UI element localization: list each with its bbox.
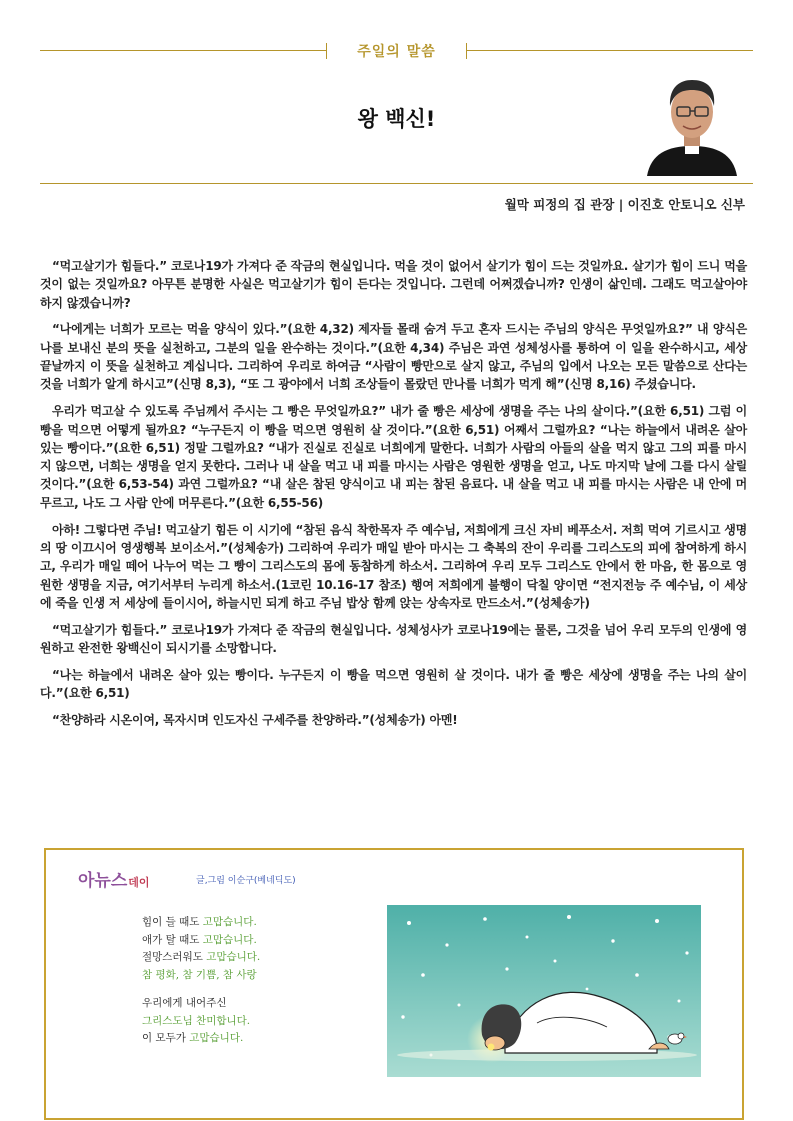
poem-line: 그리스도님 찬미합니다.: [142, 1014, 251, 1027]
paragraph: “먹고살기가 힘들다.” 코로나19가 가져다 준 작금의 현실입니다. 성체성사가 코로나19에는 물론, 그것을 넘어 우리 모두의 인생에 영원하고 완전한 왕백신이 되시기를 소망합니다.: [40, 622, 747, 656]
paragraph: “나는 하늘에서 내려온 살아 있는 빵이다. 누구든지 이 빵을 먹으면 영원히 살 것이다. 내가 줄 빵은 세상에 생명을 주는 나의 살이다.”(요한 6,51): [40, 667, 747, 701]
article-body: [40, 257, 747, 738]
panel-brand: [78, 866, 150, 891]
paragraph: 아하! 그렇다면 주님! 먹고살기 힘든 이 시기에 “참된 음식 착한목자 주 예수님, 저희에게 크신 자비 베푸소서. 저희 먹여 기르시고 생명의 땅 이끄시어 영생행복 보이소서.”(성체송가) 그리하여 우리가 매일 받아 마시는 그 축복의 잔이 우리를 그리스도의 피에 참여하게 하시고, 우리가 매일 떼어 나누어 먹는 그 빵이 그리스도의 몸에 동참하게 하소서. 그리하여 우리 모두 그리스도 안에서 한 마음, 한 몸으로 영원한 생명을 지금, 여기서부터 누리게 하소서.(1코린 10.16-17 참조) 행여 저희에게 불행이 닥칠 양이면 “전지전능 주 예수님, 이 세상에 죽을 인생 저 세상에 들이시어, 하늘시민 되게 하고 주님 밥상 함께 앉는 상속자로 만드소서.”(성체송가): [40, 522, 747, 610]
cartoon-panel: [44, 848, 744, 1120]
poem: [142, 914, 260, 1048]
brand-main: 아뉴스: [78, 871, 128, 891]
page-title: 왕 백신!: [357, 107, 436, 131]
paragraph: “먹고살기가 힘들다.” 코로나19가 가져다 준 작금의 현실입니다. 먹을 것이 없어서 살기가 힘이 드는 것일까요. 살기가 힘이 드니 먹을 것이 없는 것일까요? 아무튼 분명한 사실은 먹고살기가 힘이 든다는 것입니다. 그런데 어쩌겠습니까? 인생이 삶인데. 그래도 먹고살아야 하지 않겠습니까?: [40, 259, 747, 310]
poem-line: 힘이 들 때도 고맙습니다.: [142, 916, 257, 928]
paragraph: 우리가 먹고살 수 있도록 주님께서 주시는 그 빵은 무엇일까요?” 내가 줄 빵은 세상에 생명을 주는 나의 살이다.”(요한 6,51) 그럼 이 빵을 먹으면 어떻게 될까요? “누구든지 이 빵을 먹으면 영원히 살 것이다.”(요한 6,51) 어째서 그럴까요? “나는 하늘에서 내려온 살아 있는 빵이다.”(요한 6,51) 정말 그럴까요? “내가 진실로 진실로 너희에게 말한다. 너희가 사람의 아들의 살을 먹지 않고 그의 피를 마시지 않으면, 너희는 생명을 얻지 못한다. 그러나 내 살을 먹고 내 피를 마시는 사람은 영원한 생명을 얻고, 나도 마지막 날에 그를 다시 살릴 것이다.”(요한 6,53-54) 과연 그럴까요? “내 살은 참된 양식이고 내 피는 참된 음료다. 내 살을 먹고 내 피를 마시는 사람은 내 안에 머무르고, 나도 그 사람 안에 머무른다.”(요한 6,55-56): [40, 404, 747, 510]
poem-line: 이 모두가 고맙습니다.: [142, 1032, 244, 1044]
paragraph: “나에게는 너희가 모르는 먹을 양식이 있다.”(요한 4,32) 제자들 몰래 숨겨 두고 혼자 드시는 주님의 양식은 무엇일까요?” 내 양식은 나를 보내신 분의 뜻을 실천하고, 그분의 일을 완수하는 것이다.”(요한 4,34) 주님은 과연 성체성사를 통하여 이 일을 완수하시고, 세상 끝날까지 이 뜻을 실천하고 계십니다. 그리하여 우리로 하여금 “사람이 빵만으로 살지 않고, 주님의 입에서 나오는 모든 말씀으로 산다는 것을 너희가 알게 하시고”(신명 8,3), “또 그 광야에서 너희 조상들이 몰랐던 만나를 너희가 먹게 해”(신명 8,16) 주셨습니다.: [40, 322, 747, 392]
poem-line: 참 평화, 참 기쁨, 참 사랑: [142, 968, 257, 981]
poem-line: 애가 탈 때도 고맙습니다.: [142, 933, 257, 946]
header-bottom-rule: [40, 183, 753, 184]
poem-line: 우리에게 내어주신: [142, 997, 227, 1009]
brand-small: 데이: [128, 876, 150, 889]
section-title: 주일의 말씀: [357, 44, 436, 60]
poem-line: 절망스러워도 고맙습니다.: [142, 951, 261, 963]
cartoon-illustration: [387, 905, 701, 1077]
author-byline: 월막 피정의 집 관장 | 이진호 안토니오 신부: [504, 197, 745, 212]
author-photo: [645, 72, 739, 176]
paragraph: “찬양하라 시온이여, 목자시며 인도자신 구세주를 찬양하라.”(성체송가) 아멘!: [52, 713, 458, 728]
panel-credit: 글,그림 이순구(베네딕도): [196, 876, 296, 886]
